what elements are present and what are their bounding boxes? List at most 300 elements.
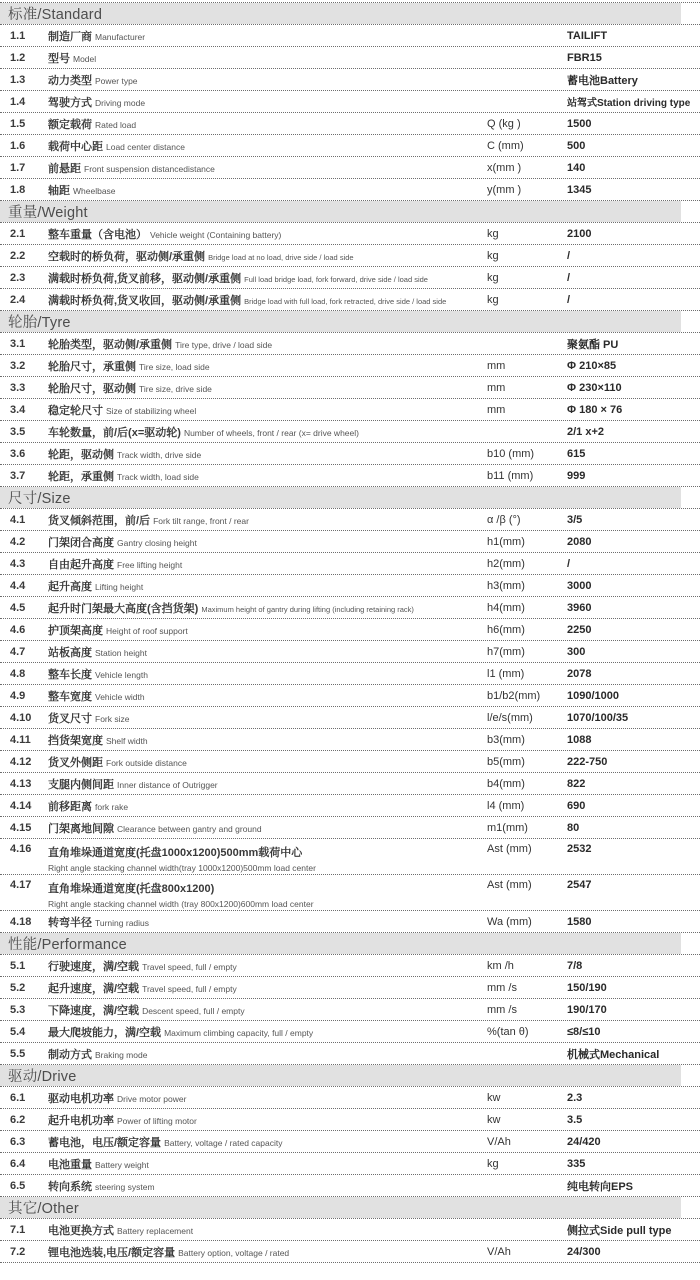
row-label [48, 1089, 487, 1107]
row-number: 2.1 [10, 227, 26, 240]
row-label-zh: 自由起升高度 [48, 558, 114, 571]
section-band [0, 1197, 681, 1218]
row-unit: b10 (mm) [487, 447, 535, 460]
row-unit: x(mm ) [487, 161, 522, 174]
row-label [48, 423, 487, 441]
spec-row [0, 817, 700, 839]
row-label-zh: 轮胎尺寸，驱动侧 [48, 382, 136, 395]
row-label-zh: 空载时的桥负荷，驱动侧/承重侧 [48, 250, 206, 263]
row-value: 1500 [567, 117, 592, 130]
row-unit: α /β (°) [487, 513, 521, 526]
row-label [48, 913, 487, 931]
row-label-en: Bridge load with full load, fork retracted, drive side / load side [244, 296, 447, 306]
row-unit: %(tan θ) [487, 1025, 529, 1038]
row-label-zh: 护顶架高度 [48, 624, 103, 637]
row-label-zh: 货叉倾斜范围，前/后 [48, 514, 151, 527]
row-label-en: Tire size, load side [139, 361, 210, 372]
row-label-zh: 轮距，承重侧 [48, 470, 114, 483]
spec-row [0, 47, 700, 69]
row-label-en: Height of roof support [106, 625, 188, 636]
row-number: 4.8 [10, 667, 26, 680]
row-label [48, 49, 487, 67]
spec-row [0, 1109, 700, 1131]
row-label-zh: 货叉外侧距 [48, 756, 103, 769]
row-label-en: Descent speed, full / empty [142, 1005, 245, 1016]
row-unit: b11 (mm) [487, 469, 534, 482]
spec-row [0, 707, 700, 729]
row-label [48, 957, 487, 975]
row-label [48, 27, 487, 45]
row-number: 1.8 [10, 183, 26, 196]
row-label-zh: 起升高度 [48, 580, 92, 593]
section-header [0, 1065, 700, 1087]
row-value: / [567, 271, 571, 284]
row-value: 2100 [567, 227, 592, 240]
row-value: 300 [567, 645, 586, 658]
row-unit: V/Ah [487, 1135, 511, 1148]
row-label-zh: 电池重量 [48, 1158, 92, 1171]
row-number: 4.9 [10, 689, 26, 702]
row-label [48, 1001, 487, 1019]
row-label [48, 709, 487, 727]
row-value: / [567, 249, 571, 262]
row-unit: kg [487, 1157, 499, 1170]
row-label [48, 379, 487, 397]
spec-row [0, 509, 700, 531]
row-number: 3.7 [10, 469, 26, 482]
row-unit: l4 (mm) [487, 799, 525, 812]
spec-row [0, 1153, 700, 1175]
row-label [48, 643, 487, 661]
spec-row [0, 333, 700, 355]
spec-row [0, 531, 700, 553]
row-label [48, 753, 487, 771]
spec-row [0, 1131, 700, 1153]
row-label [48, 1221, 487, 1239]
row-unit: Wa (mm) [487, 915, 532, 928]
row-label-en: Shelf width [106, 735, 148, 746]
section-header [0, 1197, 700, 1219]
row-label-zh: 满载时桥负荷,货叉收回，驱动侧/承重侧 [48, 294, 242, 307]
row-label-en: Bridge load at no load, drive side / load side [208, 252, 354, 262]
row-value: 80 [567, 821, 580, 834]
row-value: 1090/1000 [567, 689, 619, 702]
row-number: 4.15 [10, 821, 32, 834]
row-label-zh: 货叉尺寸 [48, 712, 92, 725]
row-value: 1070/100/35 [567, 711, 629, 724]
row-label [48, 93, 487, 111]
row-value: TAILIFT [567, 29, 608, 42]
row-label-zh: 型号 [48, 52, 70, 65]
row-label [48, 401, 487, 419]
row-label-en: Battery option, voltage / rated [178, 1247, 290, 1258]
row-unit: h7(mm) [487, 645, 525, 658]
section-title: 性能/Performance [8, 937, 127, 953]
row-value: 3000 [567, 579, 592, 592]
row-unit: h3(mm) [487, 579, 525, 592]
row-number: 3.3 [10, 381, 26, 394]
row-number: 5.4 [10, 1025, 26, 1038]
row-label-en: Track width, load side [117, 471, 199, 482]
row-label [48, 181, 487, 199]
row-label-en: Size of stabilizing wheel [106, 405, 197, 416]
row-label-en: Front suspension distancedistance [84, 163, 215, 174]
row-label-zh: 整车宽度 [48, 690, 92, 703]
row-label-en: Fork tilt range, front / rear [153, 515, 249, 526]
row-label [48, 115, 487, 133]
row-label [48, 467, 487, 485]
row-label-zh: 前移距离 [48, 800, 92, 813]
row-value: 侧拉式Side pull type [567, 1224, 672, 1237]
row-unit: h4(mm) [487, 601, 525, 614]
row-label [48, 225, 487, 243]
row-label-zh: 轮胎尺寸，承重侧 [48, 360, 136, 373]
row-value: 1580 [567, 915, 592, 928]
row-unit: b4(mm) [487, 777, 525, 790]
row-label-en: Right angle stacking channel width(tray 1000x1200)500mm load center [48, 863, 316, 873]
spec-row [0, 751, 700, 773]
row-number: 3.2 [10, 359, 26, 372]
row-label-zh: 动力类型 [48, 74, 92, 87]
spec-row [0, 25, 700, 47]
row-value: 690 [567, 799, 586, 812]
row-value: 615 [567, 447, 586, 460]
row-label-en: Turning radius [95, 917, 150, 928]
section-band [0, 933, 681, 954]
spec-row [0, 875, 700, 911]
row-label-zh: 轴距 [48, 184, 70, 197]
row-label-en: Tire size, drive side [139, 383, 212, 394]
row-unit: kg [487, 293, 499, 306]
row-label [48, 577, 487, 595]
row-label-en: Gantry closing height [117, 537, 197, 548]
row-label [48, 843, 487, 873]
section-band [0, 201, 681, 222]
spec-row [0, 135, 700, 157]
spec-row [0, 223, 700, 245]
row-label-en: Clearance between gantry and ground [117, 823, 262, 834]
row-label [48, 1045, 487, 1063]
row-label-zh: 车轮数量，前/后(x=驱动轮) [48, 426, 181, 439]
row-number: 4.12 [10, 755, 32, 768]
row-label-en: Inner distance of Outrigger [117, 779, 218, 790]
row-label [48, 269, 487, 287]
row-label-en: Maximum height of gantry during lifting (including retaining rack) [201, 604, 414, 614]
row-value: 140 [567, 161, 586, 174]
section-title: 重量/Weight [8, 205, 88, 221]
row-label [48, 1155, 487, 1173]
row-number: 6.5 [10, 1179, 26, 1192]
row-value: 190/170 [567, 1003, 607, 1016]
row-value: 822 [567, 777, 586, 790]
row-number: 6.2 [10, 1113, 26, 1126]
row-number: 1.7 [10, 161, 26, 174]
section-title: 其它/Other [8, 1201, 79, 1217]
row-value: / [567, 293, 571, 306]
row-unit: h1(mm) [487, 535, 525, 548]
spec-row [0, 553, 700, 575]
spec-row [0, 1241, 700, 1263]
row-unit: C (mm) [487, 139, 524, 152]
row-label-en: Track width, drive side [117, 449, 202, 460]
section-band [0, 3, 681, 24]
spec-row [0, 377, 700, 399]
row-label-zh: 支腿内侧间距 [48, 778, 114, 791]
row-label-zh: 起升速度，满/空载 [48, 982, 140, 995]
spec-row [0, 421, 700, 443]
row-value: 7/8 [567, 959, 583, 972]
row-label [48, 687, 487, 705]
row-unit: h2(mm) [487, 557, 525, 570]
row-number: 1.5 [10, 117, 26, 130]
row-number: 4.5 [10, 601, 26, 614]
row-unit: mm [487, 359, 506, 372]
spec-row [0, 69, 700, 91]
row-unit: mm [487, 403, 506, 416]
row-label-zh: 转弯半径 [48, 916, 92, 929]
row-label-zh: 轮胎类型，驱动侧/承重侧 [48, 338, 173, 351]
row-number: 4.6 [10, 623, 26, 636]
row-label-zh: 前悬距 [48, 162, 81, 175]
row-label-zh: 满载时桥负荷,货叉前移，驱动侧/承重侧 [48, 272, 242, 285]
row-label-zh: 整车长度 [48, 668, 92, 681]
row-unit: kg [487, 249, 499, 262]
row-label [48, 159, 487, 177]
row-number: 7.2 [10, 1245, 26, 1258]
spec-row [0, 955, 700, 977]
row-unit: kg [487, 227, 499, 240]
row-value: 2080 [567, 535, 592, 548]
spec-row [0, 1219, 700, 1241]
row-label-zh: 稳定轮尺寸 [48, 404, 103, 417]
row-unit: l/e/s(mm) [487, 711, 533, 724]
spec-row [0, 911, 700, 933]
row-label-zh: 行驶速度，满/空载 [48, 960, 140, 973]
row-number: 1.6 [10, 139, 26, 152]
row-value: 1088 [567, 733, 592, 746]
section-header [0, 3, 700, 25]
row-value: 1345 [567, 183, 592, 196]
row-label [48, 879, 487, 909]
row-value: / [567, 557, 571, 570]
row-value: 机械式Mechanical [567, 1048, 660, 1061]
row-label-zh: 制动方式 [48, 1048, 92, 1061]
row-unit: b3(mm) [487, 733, 525, 746]
row-number: 4.13 [10, 777, 32, 790]
row-label-zh: 载荷中心距 [48, 140, 103, 153]
spec-row [0, 1021, 700, 1043]
row-value: 222-750 [567, 755, 608, 768]
spec-row [0, 443, 700, 465]
row-label-zh: 下降速度，满/空载 [48, 1004, 140, 1017]
row-label-zh: 转向系统 [48, 1180, 92, 1193]
row-number: 6.1 [10, 1091, 26, 1104]
row-label-zh: 直角堆垛通道宽度(托盘800x1200) [48, 883, 215, 895]
row-label-en: Number of wheels, front / rear (x= drive wheel) [183, 427, 359, 438]
row-label-en: Vehicle weight (Containing battery) [150, 229, 282, 240]
row-label-zh: 轮距，驱动侧 [48, 448, 114, 461]
section-header [0, 201, 700, 223]
spec-row [0, 729, 700, 751]
spec-table [0, 2, 700, 1263]
row-unit: b5(mm) [487, 755, 525, 768]
row-label-zh: 锂电池选装,电压/额定容量 [48, 1246, 176, 1259]
row-label-zh: 起升时门架最大高度(含挡货架) [48, 602, 199, 615]
row-number: 4.11 [10, 733, 31, 746]
row-label [48, 357, 487, 375]
row-value: Φ 180 × 76 [567, 403, 623, 416]
row-label-en: Tire type, drive / load side [175, 339, 273, 350]
row-label-en: Full load bridge load, fork forward, drive side / load side [244, 274, 428, 284]
row-value: 150/190 [567, 981, 607, 994]
row-label-en: Fork size [95, 713, 130, 724]
row-label-en: Station height [95, 647, 147, 658]
row-label-zh: 蓄电池，电压/额定容量 [48, 1136, 162, 1149]
row-number: 4.4 [10, 579, 26, 592]
row-number: 3.5 [10, 425, 26, 438]
section-band [0, 1065, 681, 1086]
row-unit: kw [487, 1113, 501, 1126]
row-value: 2532 [567, 843, 592, 855]
row-label-en: Driving mode [95, 97, 146, 108]
row-label-en: Power type [95, 75, 138, 86]
row-value: 3/5 [567, 513, 583, 526]
row-number: 1.4 [10, 95, 26, 108]
row-number: 2.4 [10, 293, 26, 306]
row-label-zh: 起升电机功率 [48, 1114, 114, 1127]
row-label-en: Travel speed, full / empty [142, 961, 237, 972]
section-header [0, 311, 700, 333]
section-title: 轮胎/Tyre [8, 315, 71, 331]
row-label-en: Battery weight [95, 1159, 149, 1170]
row-value: 2078 [567, 667, 592, 680]
row-label [48, 979, 487, 997]
spec-row [0, 465, 700, 487]
row-value: 999 [567, 469, 586, 482]
spec-row [0, 355, 700, 377]
row-number: 5.3 [10, 1003, 26, 1016]
spec-row [0, 663, 700, 685]
row-unit: mm /s [487, 1003, 517, 1016]
spec-row [0, 399, 700, 421]
row-number: 3.6 [10, 447, 26, 460]
row-label-en: Vehicle length [95, 669, 148, 680]
row-number: 4.2 [10, 535, 26, 548]
section-header [0, 933, 700, 955]
spec-row [0, 795, 700, 817]
spec-row [0, 1087, 700, 1109]
row-label-en: Maximum climbing capacity, full / empty [164, 1027, 314, 1038]
spec-row [0, 113, 700, 135]
row-label [48, 335, 487, 353]
row-value: ≤8/≤10 [567, 1025, 601, 1038]
row-number: 2.2 [10, 249, 26, 262]
row-label-en: Power of lifting motor [117, 1115, 197, 1126]
row-label [48, 1243, 487, 1261]
spec-row [0, 641, 700, 663]
row-label [48, 71, 487, 89]
row-value: 2.3 [567, 1091, 583, 1104]
row-number: 4.10 [10, 711, 32, 724]
row-label-en: fork rake [95, 801, 129, 812]
spec-row [0, 1043, 700, 1065]
row-label-zh: 驾驶方式 [48, 96, 92, 109]
row-label-en: Free lifting height [117, 559, 183, 570]
row-value: 335 [567, 1157, 586, 1170]
row-number: 5.2 [10, 981, 26, 994]
row-unit: Ast (mm) [487, 843, 532, 855]
row-label [48, 247, 487, 265]
row-number: 4.18 [10, 915, 32, 928]
section-title: 尺寸/Size [8, 491, 71, 507]
row-number: 2.3 [10, 271, 26, 284]
spec-row [0, 597, 700, 619]
row-label-en: Braking mode [95, 1049, 148, 1060]
row-label-en: Wheelbase [73, 185, 116, 196]
row-unit: km /h [487, 959, 514, 972]
spec-row [0, 977, 700, 999]
row-label-zh: 电池更换方式 [48, 1224, 114, 1237]
section-title: 驱动/Drive [8, 1069, 77, 1085]
row-value: 2250 [567, 623, 592, 636]
row-number: 3.4 [10, 403, 26, 416]
row-label [48, 665, 487, 683]
row-value: 站驾式Station driving type [567, 98, 691, 109]
row-unit: y(mm ) [487, 183, 522, 196]
row-number: 3.1 [10, 337, 26, 350]
row-label-en: Battery, voltage / rated capacity [164, 1137, 283, 1148]
row-label-zh: 额定载荷 [48, 118, 92, 131]
spec-row [0, 245, 700, 267]
spec-row [0, 685, 700, 707]
row-unit: Q (kg ) [487, 117, 521, 130]
row-label-en: steering system [95, 1181, 155, 1192]
row-label-en: Lifting height [95, 581, 144, 592]
row-label [48, 621, 487, 639]
row-unit: mm [487, 381, 506, 394]
spec-row [0, 839, 700, 875]
row-label-zh: 站板高度 [48, 646, 92, 659]
row-label [48, 599, 487, 617]
row-unit: kg [487, 271, 499, 284]
row-label-en: Battery replacement [117, 1225, 194, 1236]
row-label [48, 775, 487, 793]
spec-row [0, 91, 700, 113]
row-label-en: Load center distance [106, 141, 185, 152]
row-label-en: Drive motor power [117, 1093, 187, 1104]
row-number: 4.16 [10, 843, 32, 855]
row-label-zh: 直角堆垛通道宽度(托盘1000x1200)500mm载荷中心 [48, 847, 303, 859]
spec-row [0, 289, 700, 311]
row-label-zh: 制造厂商 [48, 30, 92, 43]
row-value: 纯电转向EPS [567, 1180, 634, 1193]
row-label-zh: 驱动电机功率 [48, 1092, 114, 1105]
row-number: 5.1 [10, 959, 26, 972]
row-number: 1.2 [10, 51, 26, 64]
row-number: 5.5 [10, 1047, 26, 1060]
row-value: 24/300 [567, 1245, 601, 1258]
row-label-en: Travel speed, full / empty [142, 983, 237, 994]
spec-row [0, 575, 700, 597]
row-label-zh: 最大爬坡能力，满/空载 [48, 1026, 162, 1039]
row-value: 聚氨酯 PU [567, 338, 619, 351]
row-value: FBR15 [567, 51, 602, 64]
row-value: 24/420 [567, 1135, 601, 1148]
row-label-en: Fork outside distance [106, 757, 187, 768]
row-label-en: Right angle stacking channel width (tray 800x1200)600mm load center [48, 899, 314, 909]
row-number: 1.3 [10, 73, 26, 86]
section-band [0, 487, 681, 508]
